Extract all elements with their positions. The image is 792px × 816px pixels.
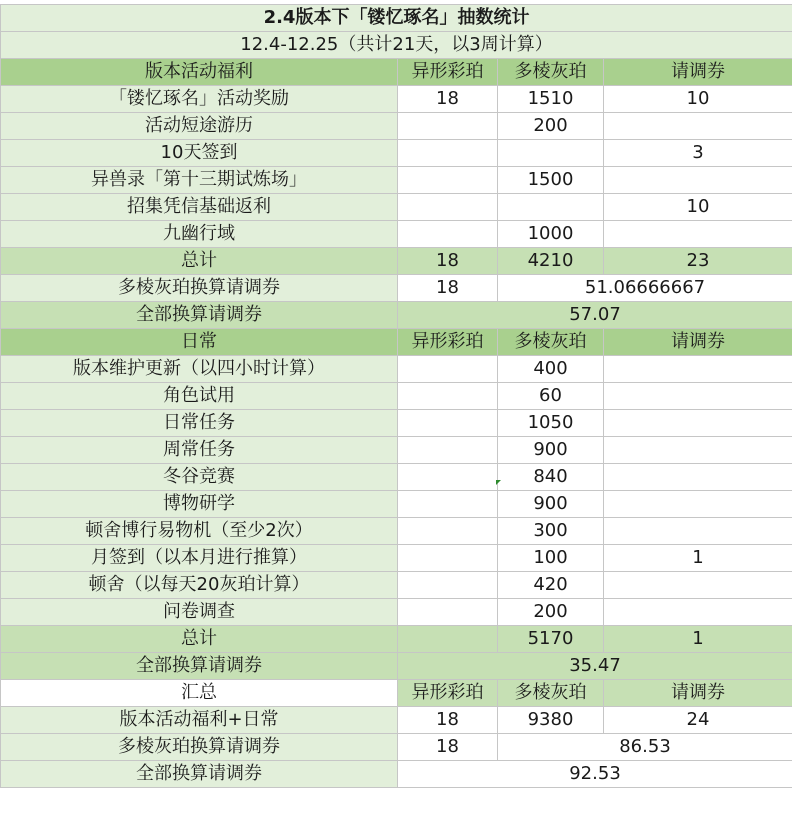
row-label[interactable]: 10天签到: [1, 140, 398, 167]
daily-section-label[interactable]: 日常: [1, 329, 398, 356]
summary-section-label[interactable]: 汇总: [1, 680, 398, 707]
row-label[interactable]: 异兽录「第十三期试炼场」: [1, 167, 398, 194]
col-header-b[interactable]: 多棱灰珀: [498, 59, 604, 86]
row-label[interactable]: 问卷调查: [1, 599, 398, 626]
cell-b[interactable]: 840: [498, 464, 604, 491]
cell-c[interactable]: [604, 572, 792, 599]
daily-header-row: [1, 329, 792, 356]
table-row: [1, 518, 792, 545]
cell-c[interactable]: [604, 410, 792, 437]
cell-a[interactable]: [398, 437, 498, 464]
cell-a[interactable]: [398, 491, 498, 518]
row-label[interactable]: 角色试用: [1, 383, 398, 410]
table-row: [1, 86, 792, 113]
summary-combined-row: [1, 707, 792, 734]
sheet-subtitle[interactable]: 12.4-12.25（共计21天，以3周计算）: [1, 32, 792, 59]
table-row: [1, 464, 792, 491]
table-row: [1, 140, 792, 167]
all-value[interactable]: 57.07: [398, 302, 792, 329]
cell-b[interactable]: 60: [498, 383, 604, 410]
sheet-title[interactable]: 2.4版本下「镂忆琢名」抽数统计: [1, 5, 792, 32]
all-label[interactable]: 全部换算请调券: [1, 302, 398, 329]
cell-b[interactable]: 1000: [498, 221, 604, 248]
combined-a[interactable]: 18: [398, 707, 498, 734]
cell-a[interactable]: [398, 356, 498, 383]
row-label[interactable]: 博物研学: [1, 491, 398, 518]
cell-c[interactable]: [604, 599, 792, 626]
col-header-a[interactable]: 异形彩珀: [398, 680, 498, 707]
cell-a[interactable]: [398, 140, 498, 167]
cell-c[interactable]: [604, 518, 792, 545]
cell-b[interactable]: 400: [498, 356, 604, 383]
cell-c[interactable]: [604, 221, 792, 248]
table-row: [1, 410, 792, 437]
total-b[interactable]: 5170: [498, 626, 604, 653]
cell-a[interactable]: 18: [398, 86, 498, 113]
total-c[interactable]: 1: [604, 626, 792, 653]
total-b[interactable]: 4210: [498, 248, 604, 275]
daily-total-row: [1, 626, 792, 653]
all-label[interactable]: 全部换算请调券: [1, 761, 398, 788]
combined-c[interactable]: 24: [604, 707, 792, 734]
total-label[interactable]: 总计: [1, 626, 398, 653]
cell-c[interactable]: [604, 437, 792, 464]
title-row: [1, 5, 792, 32]
table-row: [1, 545, 792, 572]
total-label[interactable]: 总计: [1, 248, 398, 275]
cell-b[interactable]: 1050: [498, 410, 604, 437]
all-value[interactable]: 35.47: [398, 653, 792, 680]
subtitle-row: [1, 32, 792, 59]
cell-c[interactable]: 10: [604, 194, 792, 221]
cell-c[interactable]: [604, 113, 792, 140]
cell-b[interactable]: 900: [498, 437, 604, 464]
comment-indicator-icon: [496, 480, 501, 485]
combined-b[interactable]: 9380: [498, 707, 604, 734]
row-label[interactable]: 顿舍（以每天20灰珀计算）: [1, 572, 398, 599]
cell-b[interactable]: 1510: [498, 86, 604, 113]
table-row: [1, 194, 792, 221]
table-row: [1, 113, 792, 140]
spreadsheet: [0, 4, 792, 788]
col-header-b[interactable]: 多棱灰珀: [498, 329, 604, 356]
table-row: [1, 167, 792, 194]
daily-all-row: [1, 653, 792, 680]
table-row: [1, 383, 792, 410]
cell-a[interactable]: [398, 464, 498, 491]
cell-c[interactable]: [604, 356, 792, 383]
convert-value[interactable]: 86.53: [498, 734, 792, 761]
col-header-a[interactable]: 异形彩珀: [398, 329, 498, 356]
cell-b[interactable]: 420: [498, 572, 604, 599]
total-a[interactable]: [398, 626, 498, 653]
row-label[interactable]: 日常任务: [1, 410, 398, 437]
col-header-c[interactable]: 请调券: [604, 329, 792, 356]
col-header-a[interactable]: 异形彩珀: [398, 59, 498, 86]
row-label[interactable]: 九幽行域: [1, 221, 398, 248]
col-header-c[interactable]: 请调券: [604, 680, 792, 707]
cell-c[interactable]: 3: [604, 140, 792, 167]
event-all-row: [1, 302, 792, 329]
cell-c[interactable]: 10: [604, 86, 792, 113]
event-section-label[interactable]: 版本活动福利: [1, 59, 398, 86]
cell-b[interactable]: 300: [498, 518, 604, 545]
cell-a[interactable]: [398, 518, 498, 545]
cell-b[interactable]: [498, 140, 604, 167]
event-total-row: [1, 248, 792, 275]
convert-a[interactable]: 18: [398, 275, 498, 302]
col-header-c[interactable]: 请调券: [604, 59, 792, 86]
convert-label[interactable]: 多棱灰珀换算请调券: [1, 275, 398, 302]
row-label[interactable]: 招集凭信基础返利: [1, 194, 398, 221]
table-row: [1, 221, 792, 248]
cell-a[interactable]: [398, 545, 498, 572]
summary-all-row: [1, 761, 792, 788]
cell-b[interactable]: [498, 194, 604, 221]
all-value[interactable]: 92.53: [398, 761, 792, 788]
all-label[interactable]: 全部换算请调券: [1, 653, 398, 680]
col-header-b[interactable]: 多棱灰珀: [498, 680, 604, 707]
cell-a[interactable]: [398, 113, 498, 140]
table-row: [1, 599, 792, 626]
cell-c[interactable]: [604, 167, 792, 194]
cell-a[interactable]: [398, 599, 498, 626]
cell-a[interactable]: [398, 383, 498, 410]
table-row: [1, 356, 792, 383]
table-row: [1, 572, 792, 599]
row-label[interactable]: 活动短途游历: [1, 113, 398, 140]
total-c[interactable]: 23: [604, 248, 792, 275]
cell-a[interactable]: [398, 221, 498, 248]
row-label[interactable]: 顿舍博行易物机（至少2次）: [1, 518, 398, 545]
cell-b[interactable]: 200: [498, 599, 604, 626]
cell-b[interactable]: 1500: [498, 167, 604, 194]
summary-header-row: [1, 680, 792, 707]
total-a[interactable]: 18: [398, 248, 498, 275]
cell-a[interactable]: [398, 410, 498, 437]
row-label[interactable]: 周常任务: [1, 437, 398, 464]
convert-value[interactable]: 51.06666667: [498, 275, 792, 302]
table-row: [1, 491, 792, 518]
row-label[interactable]: 月签到（以本月进行推算）: [1, 545, 398, 572]
row-label[interactable]: 「镂忆琢名」活动奖励: [1, 86, 398, 113]
cell-b[interactable]: 100: [498, 545, 604, 572]
convert-a[interactable]: 18: [398, 734, 498, 761]
cell-c[interactable]: 1: [604, 545, 792, 572]
event-header-row: [1, 59, 792, 86]
cell-c[interactable]: [604, 464, 792, 491]
cell-b[interactable]: 200: [498, 113, 604, 140]
row-label[interactable]: 冬谷竞赛: [1, 464, 398, 491]
cell-c[interactable]: [604, 383, 792, 410]
combined-label[interactable]: 版本活动福利+日常: [1, 707, 398, 734]
cell-a[interactable]: [398, 167, 498, 194]
cell-a[interactable]: [398, 194, 498, 221]
event-convert-row: [1, 275, 792, 302]
cell-a[interactable]: [398, 572, 498, 599]
cell-c[interactable]: [604, 491, 792, 518]
row-label[interactable]: 版本维护更新（以四小时计算）: [1, 356, 398, 383]
table-row: [1, 437, 792, 464]
summary-convert-row: [1, 734, 792, 761]
convert-label[interactable]: 多棱灰珀换算请调券: [1, 734, 398, 761]
cell-b[interactable]: 900: [498, 491, 604, 518]
